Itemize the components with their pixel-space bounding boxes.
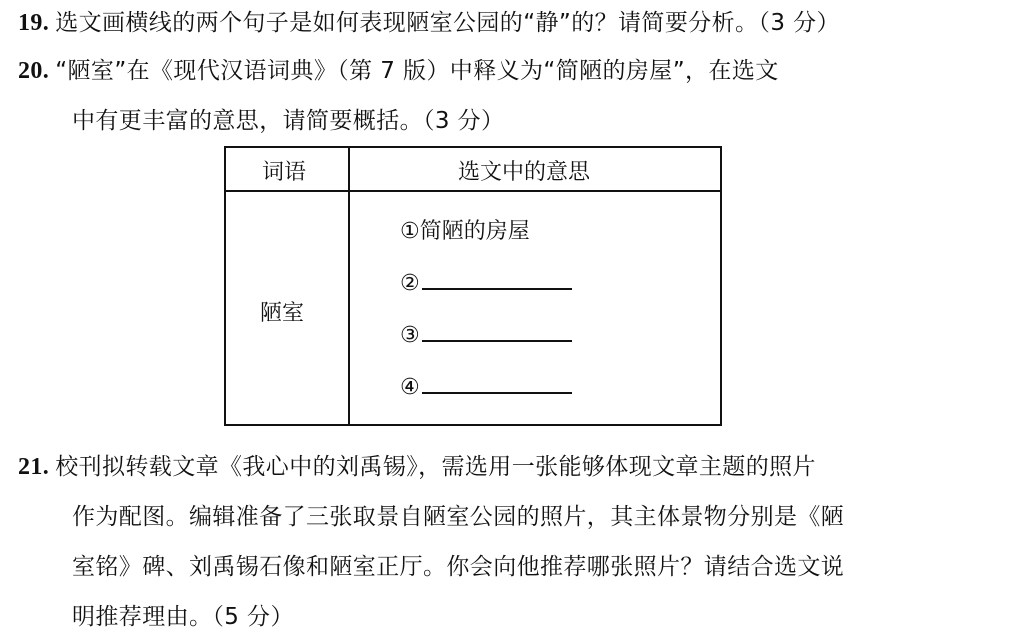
table-header-word: 词语 (262, 160, 307, 185)
meaning-item-2 (400, 266, 572, 296)
answer-blank[interactable] (422, 318, 572, 342)
item-marker: ② (400, 271, 420, 296)
answer-table (224, 146, 722, 426)
item-marker: ③ (400, 323, 420, 348)
meaning-item-3 (400, 318, 572, 348)
item-marker: ④ (400, 375, 420, 400)
question-text: 中有更丰富的意思，请简要概括。（3 分） (72, 108, 505, 134)
answer-blank[interactable] (422, 266, 572, 290)
question-21-line-3 (72, 548, 844, 581)
question-21-line-1 (18, 448, 816, 481)
question-number: 20. (18, 58, 50, 84)
table-word: 陋室 (260, 301, 305, 326)
question-20-line-1 (18, 52, 779, 85)
item-text: 简陋的房屋 (419, 219, 530, 244)
table-divider-horizontal (226, 190, 720, 192)
question-21-line-4 (72, 598, 294, 631)
meaning-item-4 (400, 370, 572, 400)
meaning-item-1 (400, 214, 530, 245)
answer-blank[interactable] (422, 370, 572, 394)
question-text: “陋室”在《现代汉语词典》（第 7 版）中释义为“简陋的房屋”，在选文 (55, 58, 779, 84)
table-header-meaning: 选文中的意思 (458, 160, 591, 185)
question-19 (18, 4, 840, 37)
question-20-line-2 (72, 102, 504, 135)
question-text: 室铭》碑、刘禹锡石像和陋室正厅。你会向他推荐哪张照片？请结合选文说 (72, 554, 845, 580)
question-number: 19. (18, 10, 50, 36)
question-text: 作为配图。编辑准备了三张取景自陋室公园的照片，其主体景物分别是《陋 (72, 504, 845, 530)
question-number: 21. (18, 454, 50, 480)
item-marker: ① (400, 219, 420, 244)
question-text: 选文画横线的两个句子是如何表现陋室公园的“静”的？请简要分析。（3 分） (55, 10, 840, 36)
question-21-line-2 (72, 498, 844, 531)
question-text: 校刊拟转载文章《我心中的刘禹锡》，需选用一张能够体现文章主题的照片 (55, 454, 816, 480)
question-text: 明推荐理由。（5 分） (72, 604, 294, 630)
